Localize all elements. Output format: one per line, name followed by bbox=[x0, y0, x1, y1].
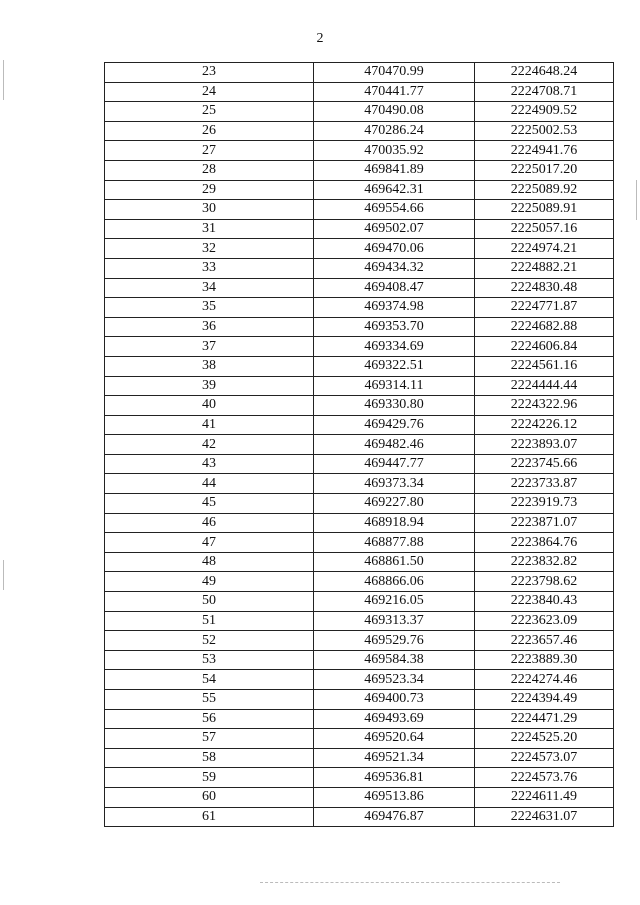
y-coordinate-cell: 2224444.44 bbox=[475, 376, 614, 396]
table-row bbox=[105, 729, 614, 749]
x-coordinate-cell: 469476.87 bbox=[314, 807, 475, 827]
point-number-cell: 51 bbox=[105, 611, 314, 631]
point-number-cell: 26 bbox=[105, 121, 314, 141]
point-number-cell: 34 bbox=[105, 278, 314, 298]
x-coordinate-cell: 469520.64 bbox=[314, 729, 475, 749]
point-number-cell: 42 bbox=[105, 435, 314, 455]
x-coordinate-cell: 469584.38 bbox=[314, 650, 475, 670]
y-coordinate-cell: 2225017.20 bbox=[475, 160, 614, 180]
table-row bbox=[105, 63, 614, 83]
x-coordinate-cell: 469554.66 bbox=[314, 200, 475, 220]
y-coordinate-cell: 2223745.66 bbox=[475, 454, 614, 474]
x-coordinate-cell: 468918.94 bbox=[314, 513, 475, 533]
x-coordinate-cell: 469322.51 bbox=[314, 356, 475, 376]
point-number-cell: 41 bbox=[105, 415, 314, 435]
point-number-cell: 35 bbox=[105, 298, 314, 318]
table-row bbox=[105, 121, 614, 141]
y-coordinate-cell: 2224226.12 bbox=[475, 415, 614, 435]
y-coordinate-cell: 2223893.07 bbox=[475, 435, 614, 455]
x-coordinate-cell: 468866.06 bbox=[314, 572, 475, 592]
point-number-cell: 30 bbox=[105, 200, 314, 220]
x-coordinate-cell: 470441.77 bbox=[314, 82, 475, 102]
x-coordinate-cell: 469353.70 bbox=[314, 317, 475, 337]
table-row bbox=[105, 748, 614, 768]
point-number-cell: 54 bbox=[105, 670, 314, 690]
y-coordinate-cell: 2224682.88 bbox=[475, 317, 614, 337]
point-number-cell: 57 bbox=[105, 729, 314, 749]
page-number: 2 bbox=[316, 31, 324, 46]
table-row bbox=[105, 787, 614, 807]
table-row bbox=[105, 356, 614, 376]
x-coordinate-cell: 470035.92 bbox=[314, 141, 475, 161]
y-coordinate-cell: 2224322.96 bbox=[475, 396, 614, 416]
x-coordinate-cell: 469642.31 bbox=[314, 180, 475, 200]
table-row bbox=[105, 298, 614, 318]
x-coordinate-cell: 469334.69 bbox=[314, 337, 475, 357]
x-coordinate-cell: 470490.08 bbox=[314, 102, 475, 122]
x-coordinate-cell: 469536.81 bbox=[314, 768, 475, 788]
point-number-cell: 37 bbox=[105, 337, 314, 357]
table-row bbox=[105, 533, 614, 553]
point-number-cell: 33 bbox=[105, 258, 314, 278]
x-coordinate-cell: 469330.80 bbox=[314, 396, 475, 416]
point-number-cell: 60 bbox=[105, 787, 314, 807]
table-row bbox=[105, 396, 614, 416]
point-number-cell: 48 bbox=[105, 552, 314, 572]
x-coordinate-cell: 469529.76 bbox=[314, 631, 475, 651]
table-row bbox=[105, 572, 614, 592]
y-coordinate-cell: 2223919.73 bbox=[475, 494, 614, 514]
table-row bbox=[105, 435, 614, 455]
x-coordinate-cell: 469227.80 bbox=[314, 494, 475, 514]
x-coordinate-cell: 469314.11 bbox=[314, 376, 475, 396]
y-coordinate-cell: 2224611.49 bbox=[475, 787, 614, 807]
point-number-cell: 28 bbox=[105, 160, 314, 180]
y-coordinate-cell: 2224471.29 bbox=[475, 709, 614, 729]
point-number-cell: 43 bbox=[105, 454, 314, 474]
point-number-cell: 45 bbox=[105, 494, 314, 514]
point-number-cell: 53 bbox=[105, 650, 314, 670]
table-row bbox=[105, 768, 614, 788]
table-row bbox=[105, 454, 614, 474]
y-coordinate-cell: 2224631.07 bbox=[475, 807, 614, 827]
table-row bbox=[105, 631, 614, 651]
x-coordinate-cell: 469523.34 bbox=[314, 670, 475, 690]
point-number-cell: 56 bbox=[105, 709, 314, 729]
y-coordinate-cell: 2224909.52 bbox=[475, 102, 614, 122]
x-coordinate-cell: 470286.24 bbox=[314, 121, 475, 141]
y-coordinate-cell: 2224830.48 bbox=[475, 278, 614, 298]
table-row bbox=[105, 592, 614, 612]
table-row bbox=[105, 474, 614, 494]
y-coordinate-cell: 2224771.87 bbox=[475, 298, 614, 318]
x-coordinate-cell: 469502.07 bbox=[314, 219, 475, 239]
x-coordinate-cell: 469521.34 bbox=[314, 748, 475, 768]
table-row bbox=[105, 709, 614, 729]
y-coordinate-cell: 2224648.24 bbox=[475, 63, 614, 83]
y-coordinate-cell: 2225002.53 bbox=[475, 121, 614, 141]
point-number-cell: 32 bbox=[105, 239, 314, 259]
y-coordinate-cell: 2224941.76 bbox=[475, 141, 614, 161]
x-coordinate-cell: 469216.05 bbox=[314, 592, 475, 612]
table-row bbox=[105, 690, 614, 710]
y-coordinate-cell: 2225057.16 bbox=[475, 219, 614, 239]
table-row bbox=[105, 611, 614, 631]
point-number-cell: 24 bbox=[105, 82, 314, 102]
table-row bbox=[105, 670, 614, 690]
table-row bbox=[105, 494, 614, 514]
y-coordinate-cell: 2224708.71 bbox=[475, 82, 614, 102]
table-row bbox=[105, 141, 614, 161]
point-number-cell: 23 bbox=[105, 63, 314, 83]
table-row bbox=[105, 200, 614, 220]
y-coordinate-cell: 2224561.16 bbox=[475, 356, 614, 376]
x-coordinate-cell: 469493.69 bbox=[314, 709, 475, 729]
x-coordinate-cell: 469429.76 bbox=[314, 415, 475, 435]
table-row bbox=[105, 513, 614, 533]
point-number-cell: 39 bbox=[105, 376, 314, 396]
table-row bbox=[105, 160, 614, 180]
scan-edge-mark bbox=[3, 60, 4, 100]
x-coordinate-cell: 469513.86 bbox=[314, 787, 475, 807]
table-row bbox=[105, 239, 614, 259]
point-number-cell: 44 bbox=[105, 474, 314, 494]
y-coordinate-cell: 2223733.87 bbox=[475, 474, 614, 494]
table-row bbox=[105, 219, 614, 239]
scan-noise-line bbox=[260, 882, 560, 884]
point-number-cell: 29 bbox=[105, 180, 314, 200]
x-coordinate-cell: 468861.50 bbox=[314, 552, 475, 572]
x-coordinate-cell: 468877.88 bbox=[314, 533, 475, 553]
point-number-cell: 58 bbox=[105, 748, 314, 768]
y-coordinate-cell: 2223871.07 bbox=[475, 513, 614, 533]
table-row bbox=[105, 82, 614, 102]
point-number-cell: 46 bbox=[105, 513, 314, 533]
x-coordinate-cell: 469841.89 bbox=[314, 160, 475, 180]
y-coordinate-cell: 2224606.84 bbox=[475, 337, 614, 357]
point-number-cell: 27 bbox=[105, 141, 314, 161]
x-coordinate-cell: 469482.46 bbox=[314, 435, 475, 455]
x-coordinate-cell: 469373.34 bbox=[314, 474, 475, 494]
y-coordinate-cell: 2224394.49 bbox=[475, 690, 614, 710]
x-coordinate-cell: 469470.06 bbox=[314, 239, 475, 259]
scan-edge-mark bbox=[3, 560, 4, 590]
y-coordinate-cell: 2224525.20 bbox=[475, 729, 614, 749]
y-coordinate-cell: 2225089.92 bbox=[475, 180, 614, 200]
point-number-cell: 61 bbox=[105, 807, 314, 827]
table-row bbox=[105, 317, 614, 337]
x-coordinate-cell: 469447.77 bbox=[314, 454, 475, 474]
table-row bbox=[105, 552, 614, 572]
table-row bbox=[105, 376, 614, 396]
x-coordinate-cell: 469374.98 bbox=[314, 298, 475, 318]
y-coordinate-cell: 2223889.30 bbox=[475, 650, 614, 670]
point-number-cell: 49 bbox=[105, 572, 314, 592]
point-number-cell: 36 bbox=[105, 317, 314, 337]
y-coordinate-cell: 2224274.46 bbox=[475, 670, 614, 690]
y-coordinate-cell: 2223657.46 bbox=[475, 631, 614, 651]
table-row bbox=[105, 650, 614, 670]
y-coordinate-cell: 2223840.43 bbox=[475, 592, 614, 612]
x-coordinate-cell: 470470.99 bbox=[314, 63, 475, 83]
x-coordinate-cell: 469434.32 bbox=[314, 258, 475, 278]
y-coordinate-cell: 2223864.76 bbox=[475, 533, 614, 553]
x-coordinate-cell: 469313.37 bbox=[314, 611, 475, 631]
point-number-cell: 55 bbox=[105, 690, 314, 710]
point-number-cell: 40 bbox=[105, 396, 314, 416]
y-coordinate-cell: 2224974.21 bbox=[475, 239, 614, 259]
point-number-cell: 52 bbox=[105, 631, 314, 651]
point-number-cell: 25 bbox=[105, 102, 314, 122]
table-row bbox=[105, 102, 614, 122]
scan-edge-mark bbox=[636, 180, 637, 220]
y-coordinate-cell: 2223623.09 bbox=[475, 611, 614, 631]
y-coordinate-cell: 2223798.62 bbox=[475, 572, 614, 592]
table-row bbox=[105, 278, 614, 298]
point-number-cell: 38 bbox=[105, 356, 314, 376]
point-number-cell: 47 bbox=[105, 533, 314, 553]
y-coordinate-cell: 2224882.21 bbox=[475, 258, 614, 278]
y-coordinate-cell: 2224573.07 bbox=[475, 748, 614, 768]
x-coordinate-cell: 469400.73 bbox=[314, 690, 475, 710]
coordinates-table bbox=[104, 62, 614, 827]
x-coordinate-cell: 469408.47 bbox=[314, 278, 475, 298]
table-row bbox=[105, 415, 614, 435]
y-coordinate-cell: 2224573.76 bbox=[475, 768, 614, 788]
point-number-cell: 31 bbox=[105, 219, 314, 239]
point-number-cell: 50 bbox=[105, 592, 314, 612]
point-number-cell: 59 bbox=[105, 768, 314, 788]
y-coordinate-cell: 2225089.91 bbox=[475, 200, 614, 220]
y-coordinate-cell: 2223832.82 bbox=[475, 552, 614, 572]
coordinates-table-body bbox=[105, 63, 614, 827]
table-row bbox=[105, 258, 614, 278]
table-row bbox=[105, 337, 614, 357]
table-row bbox=[105, 807, 614, 827]
table-row bbox=[105, 180, 614, 200]
